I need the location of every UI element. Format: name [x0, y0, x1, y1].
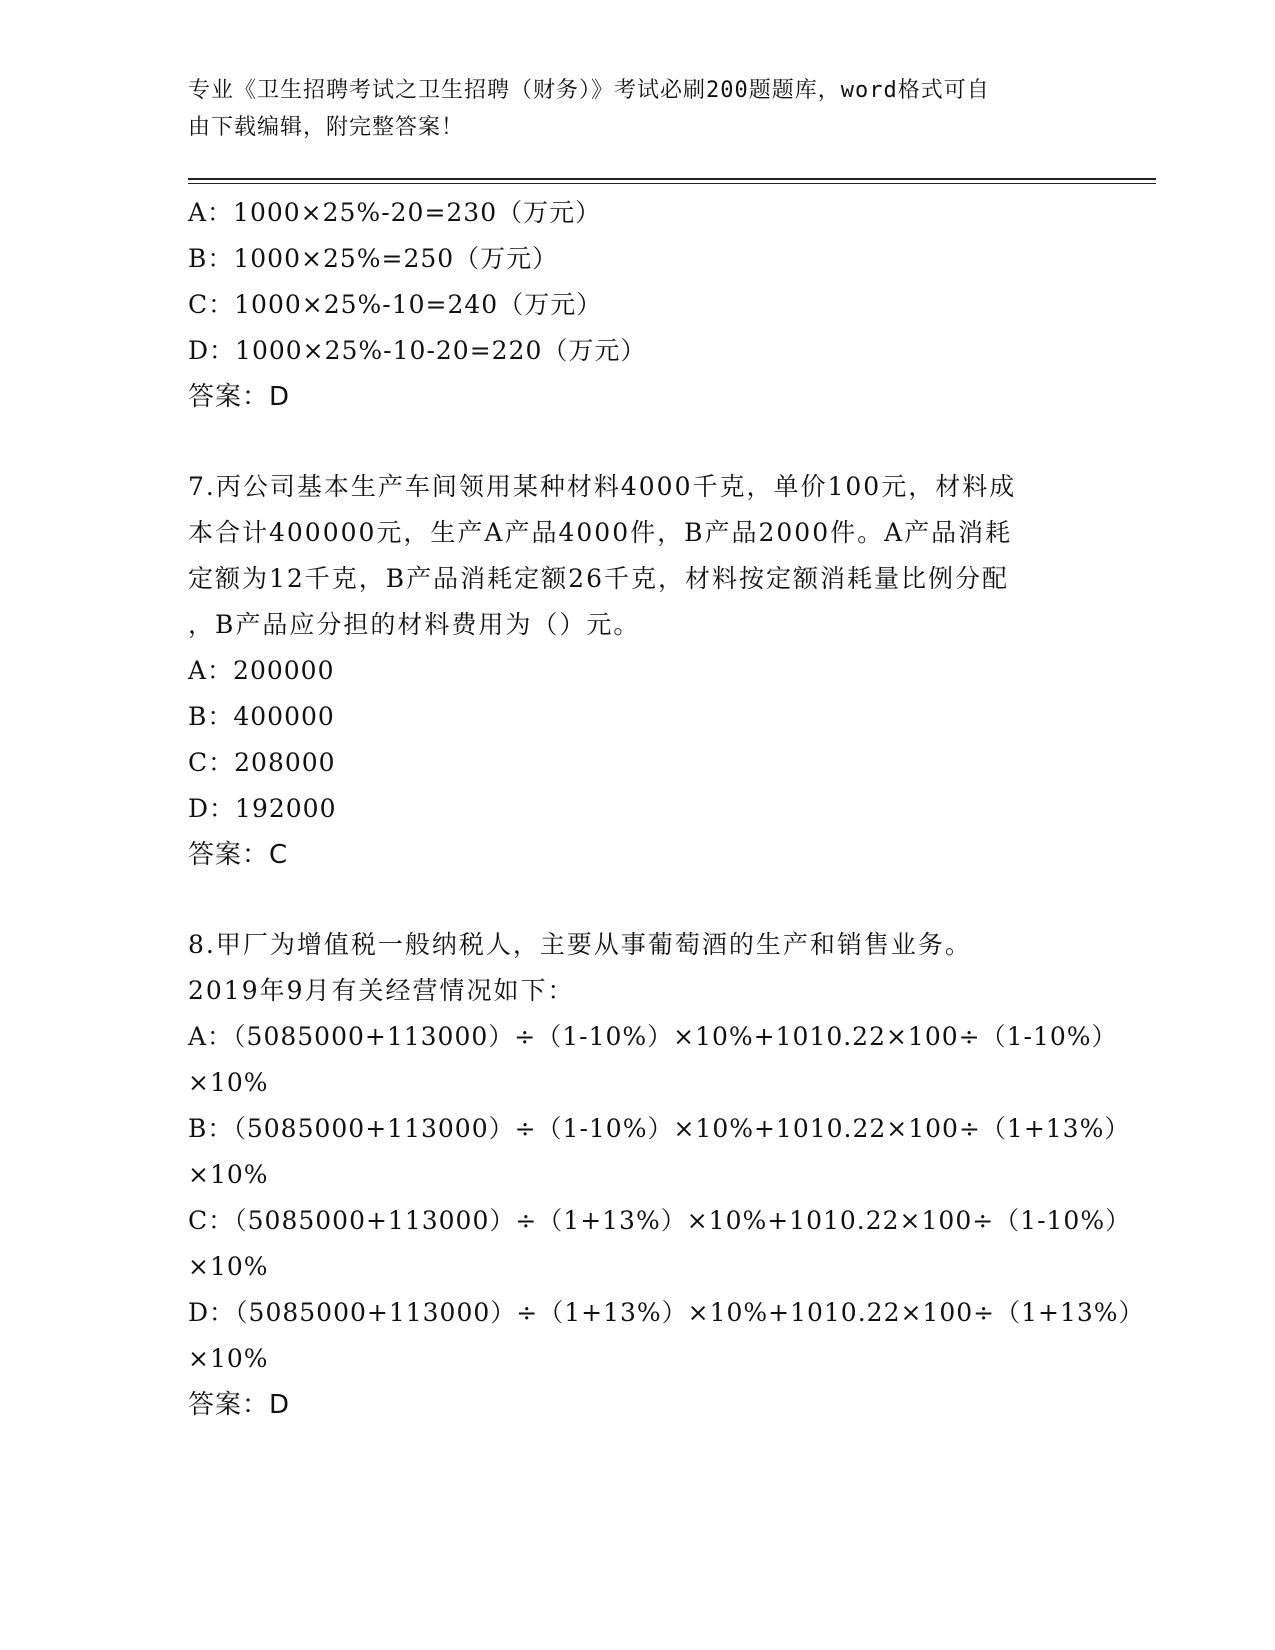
- option-b: [188, 1106, 1131, 1198]
- answer: 答案：D: [188, 382, 291, 412]
- option-a: A：1000×25%-20=230（万元）: [188, 198, 602, 227]
- option-line: ×10%: [188, 1160, 269, 1189]
- spacer: [188, 878, 1108, 922]
- option-line: ×10%: [188, 1068, 269, 1097]
- question-8: [188, 922, 1145, 1428]
- stem-line: ，B产品应分担的材料费用为（）元。: [188, 610, 641, 639]
- option-d: D：192000: [188, 794, 337, 823]
- option-line: B：（5085000+113000）÷（1-10%）×10%+1010.22×100÷（1+13%）: [188, 1114, 1131, 1143]
- option-d: [188, 1290, 1145, 1382]
- option-line: ×10%: [188, 1252, 269, 1281]
- option-a: A：200000: [188, 656, 335, 685]
- option-c: [188, 1198, 1132, 1290]
- header-divider-thick: [188, 178, 1156, 180]
- question-7: [188, 464, 1108, 878]
- option-line: A：（5085000+113000）÷（1-10%）×10%+1010.22×100÷（1-10%）: [188, 1022, 1118, 1051]
- stem-line: 2019年9月有关经营情况如下：: [188, 976, 575, 1005]
- option-c: C：208000: [188, 748, 336, 777]
- stem-line: 8.甲厂为增值税一般纳税人，主要从事葡萄酒的生产和销售业务。: [188, 930, 972, 959]
- option-a: [188, 1014, 1118, 1106]
- header-divider-thin: [188, 183, 1156, 184]
- stem-line: 本合计400000元，生产A产品4000件，B产品2000件。A产品消耗: [188, 518, 1013, 547]
- header-line-2: 由下载编辑，附完整答案！: [188, 115, 465, 140]
- document-body: [188, 190, 1145, 1428]
- question-6: [188, 190, 1108, 420]
- option-line: D：（5085000+113000）÷（1+13%）×10%+1010.22×100÷（1+13%）: [188, 1298, 1145, 1327]
- option-line: C：（5085000+113000）÷（1+13%）×10%+1010.22×100÷（1-10%）: [188, 1206, 1132, 1235]
- stem-line: 7.丙公司基本生产车间领用某种材料4000千克，单价100元，材料成: [188, 472, 1017, 501]
- spacer: [188, 420, 1108, 464]
- stem-line: 定额为12千克，B产品消耗定额26千克，材料按定额消耗量比例分配: [188, 564, 1009, 593]
- question-stem: [188, 922, 1108, 1014]
- answer: 答案：D: [188, 1390, 291, 1420]
- document-header: [188, 72, 1068, 146]
- option-b: B：400000: [188, 702, 335, 731]
- option-b: B：1000×25%=250（万元）: [188, 244, 559, 273]
- option-d: D：1000×25%-10-20=220（万元）: [188, 336, 647, 365]
- answer: 答案：C: [188, 840, 289, 870]
- header-line-1: 专业《卫生招聘考试之卫生招聘（财务）》考试必刷200题题库，word格式可自: [188, 78, 990, 103]
- question-stem: [188, 464, 1108, 648]
- option-c: C：1000×25%-10=240（万元）: [188, 290, 603, 319]
- option-line: ×10%: [188, 1344, 269, 1373]
